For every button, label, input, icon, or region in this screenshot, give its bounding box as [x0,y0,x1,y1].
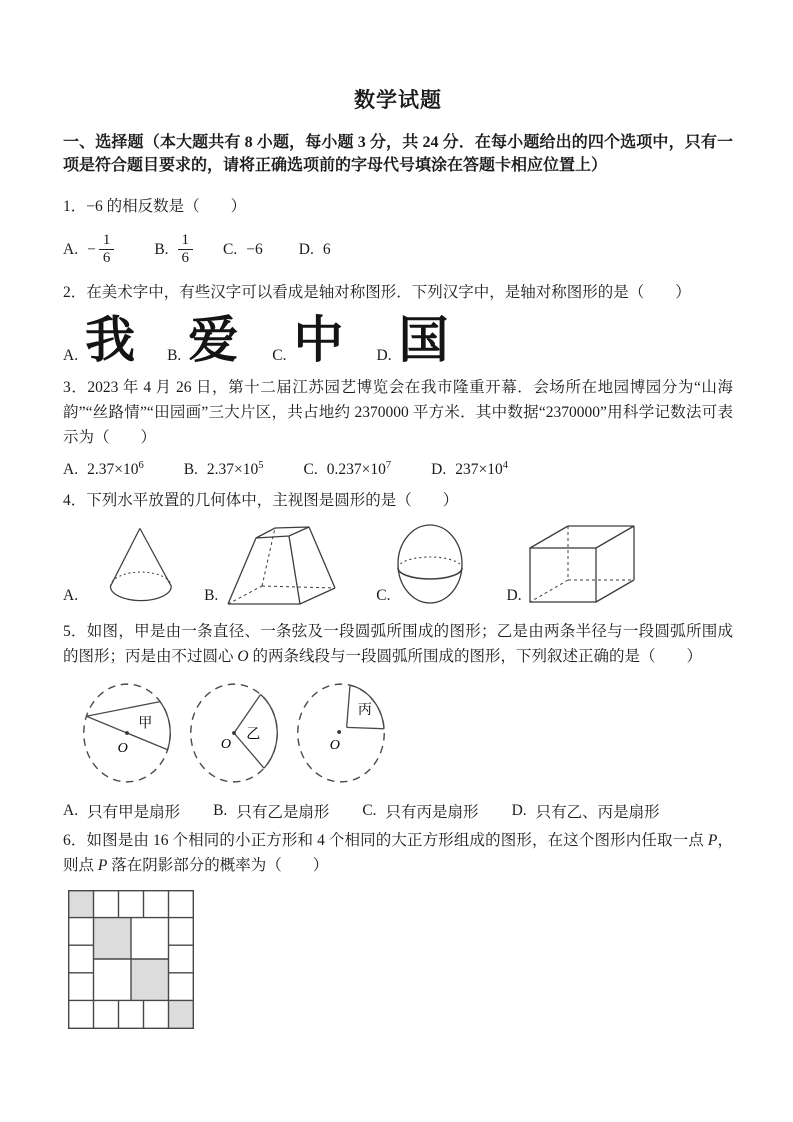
question-2-stem: 2．在美术字中，有些汉字可以看成是轴对称图形．下列汉字中，是轴对称图形的是（ ） [63,284,691,301]
center-o-label: O [220,736,232,753]
question-3 [63,375,733,479]
option-label: A. [63,347,79,364]
option-d [299,241,331,259]
question-4-figures [63,519,733,606]
question-1 [63,194,733,273]
option-label: D. [506,587,522,604]
point-symbol: P [707,832,718,849]
option-label: D. [298,240,314,258]
center-symbol: O [237,648,249,665]
option-b [213,800,329,822]
page-content [63,0,733,1030]
option-c [304,461,392,479]
fraction [178,232,194,268]
option-a [63,232,114,268]
option-c [223,241,263,259]
fraction-denominator: 6 [99,249,115,267]
option-value: −6 [246,240,263,258]
question-1-stem: 1．−6 的相反数是（ ） [63,198,247,215]
question-5 [63,619,733,822]
option-label: A. [63,587,79,604]
exponent: 7 [385,459,392,471]
option-a [63,800,180,822]
cuboid-figure [526,522,638,606]
figure-bing-label: 丙 [357,702,373,719]
question-3-options [63,461,733,479]
option-value: 只有丙是扇形 [385,804,479,821]
art-character: 国 [398,312,449,368]
figure-yi-label: 乙 [246,726,261,743]
question-6 [63,828,733,1030]
fraction-denominator: 6 [178,249,194,267]
option-value: $2.37\times 10^5$ [206,459,264,478]
option-d [431,461,508,479]
option-label: C. [303,461,318,478]
art-character: 爱 [188,312,239,368]
option-a [63,522,176,606]
squares-grid-figure [68,890,194,1029]
option-label: C. [223,240,238,258]
option-d [507,522,638,606]
option-value: 只有乙是扇形 [236,804,330,821]
question-5-options [63,800,733,822]
page-title: 数学试题 [354,88,442,112]
option-label: C. [376,587,391,604]
section-header: 一、选择题（本大题共有 8 小题，每小题 3 分，共 24 分．在每小题给出的四个选项中，只有一项是符合题目要求的，请将正确选项前的字母代号填涂在答题卡相应位置上） [63,134,733,174]
art-character: 中 [293,312,344,368]
option-value: $237\times 10^4$ [455,459,508,478]
frustum-figure [222,518,340,606]
option-label: B. [154,240,169,258]
option-c [272,313,343,367]
exponent: 6 [138,459,144,471]
option-a [63,313,135,367]
circle-figure-jia [80,678,174,788]
option-value: $2.37\times 10^6$ [87,459,144,478]
option-label: B. [167,347,182,364]
option-label: C. [272,347,287,364]
question-2-options [63,308,733,367]
option-label: A. [63,461,79,478]
option-label: D. [431,461,447,478]
option-label: C. [362,802,377,819]
option-label: B. [204,587,219,604]
option-b [184,461,264,479]
art-character: 我 [85,312,136,368]
circle-figure-yi [187,678,281,788]
option-label: D. [376,347,392,364]
option-c [362,800,478,822]
circle-figure-bing [294,678,388,788]
sphere-figure [395,522,465,606]
center-o-label: O [117,739,128,756]
option-value: $0.237\times 10^7$ [326,459,392,478]
option-label: D. [511,802,527,819]
exponent: 4 [502,459,508,471]
question-5-figures [80,678,733,792]
option-label: A. [63,802,79,819]
fraction-numerator: 1 [181,231,190,248]
fraction-numerator: 1 [102,231,111,248]
option-b [204,518,340,606]
option-label: A. [63,240,79,258]
question-1-options [63,226,733,273]
question-3-stem: 3．2023 年 4 月 26 日，第十二届江苏园艺博览会在我市隆重开幕．会场所在地园博园分为“山海韵”“丝路情”“田园画”三大片区，共占地约 2370000 平方米．其中数据“2370000”用科学记数法可表示为（ ） [63,379,733,446]
exponent: 5 [258,459,264,471]
question-4 [63,488,733,606]
option-label: B. [213,802,228,819]
option-value: 只有甲是扇形 [87,804,181,821]
minus-sign: − [87,240,96,258]
point-symbol: P [97,857,108,874]
question-6-stem: 6．如图是由 16 个相同的小正方形和 4 个相同的大正方形组成的图形，在这个图形内任取一点 P，则点 P 落在阴影部分的概率为（ ） [63,832,733,874]
option-label: B. [183,461,198,478]
option-a [63,461,144,479]
option-value: 只有乙、丙是扇形 [535,804,660,821]
question-4-stem: 4．下列水平放置的几何体中，主视图是圆形的是（ ） [63,492,459,509]
option-d [512,800,660,822]
option-c [376,522,464,606]
option-b [154,232,193,268]
option-d [377,313,449,367]
option-b [167,313,238,367]
question-6-figure [68,890,733,1030]
fraction [99,232,115,268]
figure-jia-label: 甲 [138,715,153,732]
cone-figure [100,522,176,606]
question-5-stem: 5．如图，甲是由一条直径、一条弦及一段圆弧所围成的图形；乙是由两条半径与一段圆弧所围成的图形；丙是由不过圆心 O 的两条线段与一段圆弧所围成的图形，下列叙述正确的是（ ） [63,623,733,665]
center-o-label: O [329,736,340,753]
question-2 [63,280,733,367]
option-value: 6 [322,240,331,258]
